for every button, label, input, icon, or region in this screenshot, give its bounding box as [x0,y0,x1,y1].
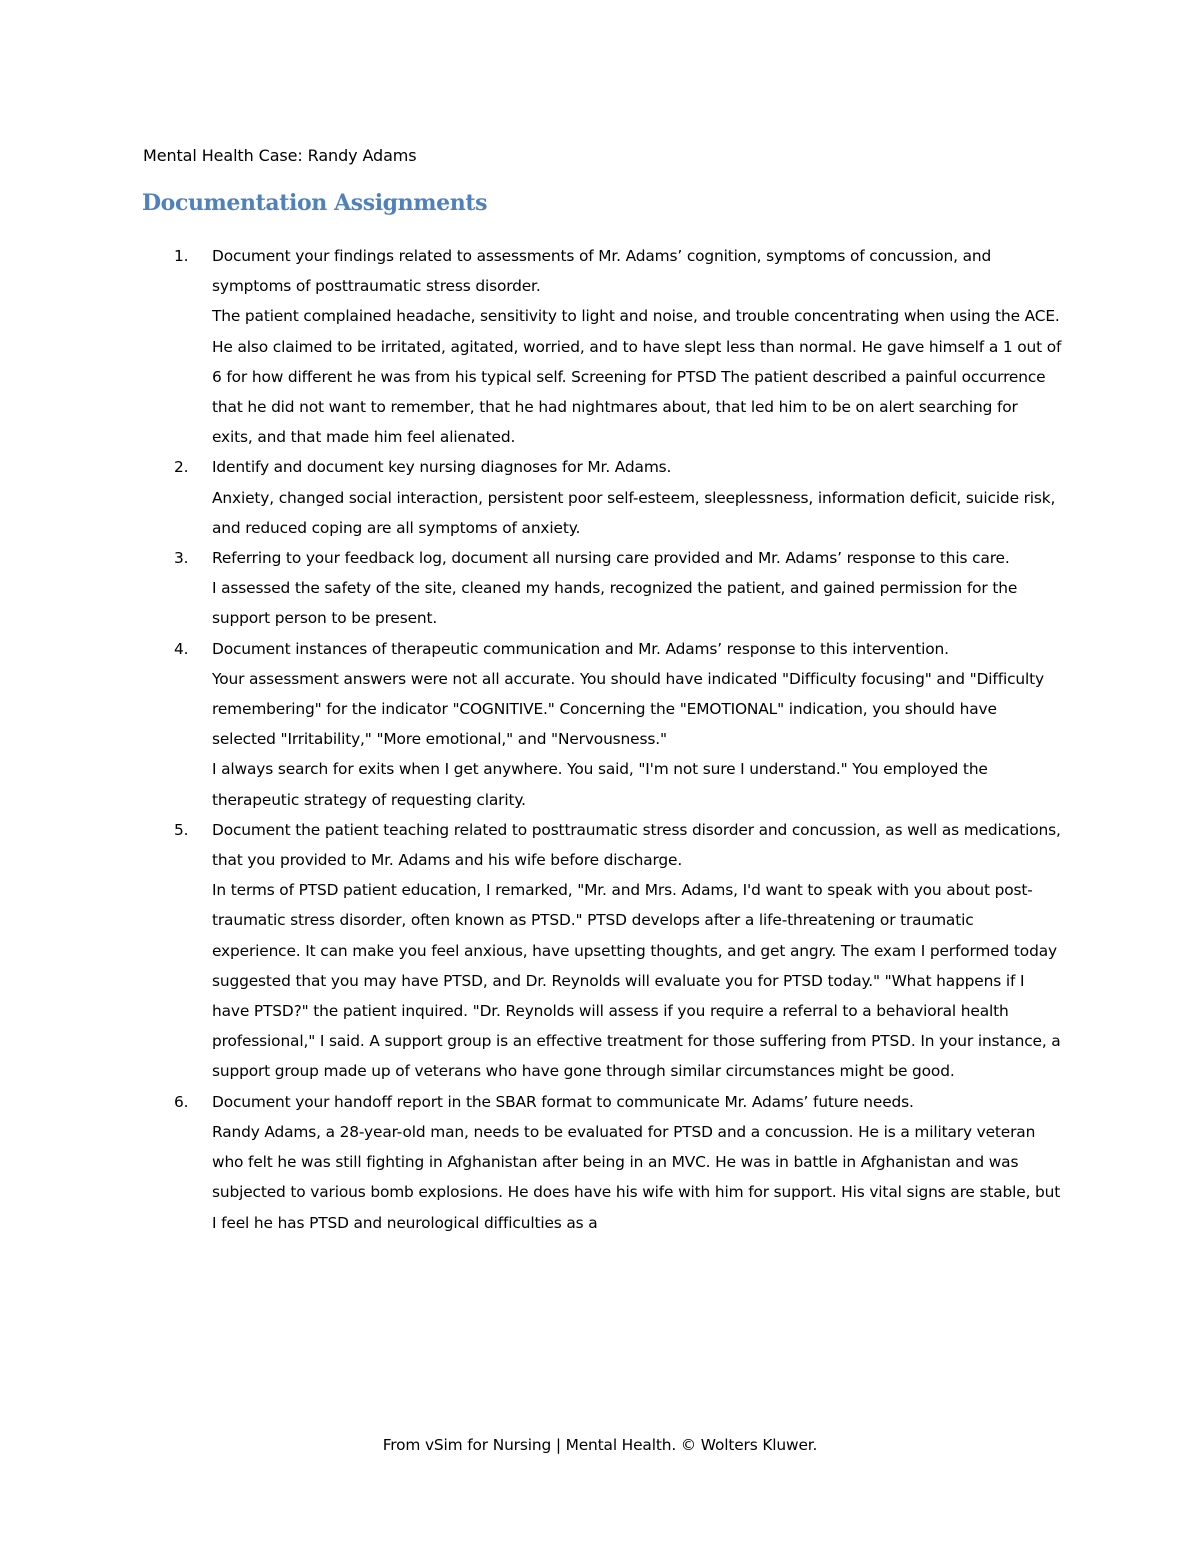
page-title: Documentation Assignments [142,190,488,216]
assignment-item-3 [142,543,1062,634]
assignment-number: 5. [174,820,189,839]
assignment-response: In terms of PTSD patient education, I remarked, "Mr. and Mrs. Adams, I'd want to speak with you about post-traumatic stress disorder, often known as PTSD." PTSD develops after a life-threatening or traumatic experience. It can make you feel anxious, have upsetting thoughts, and get angry. The exam I performed today suggested that you may have PTSD, and Dr. Reynolds will evaluate you for PTSD today." "What happens if I have PTSD?" the patient inquired. "Dr. Reynolds will assess if you require a referral to a behavioral health professional," I said. A support group is an effective treatment for those suffering from PTSD. In your instance, a support group made up of veterans who have gone through similar circumstances might be good. [212,881,1061,1081]
assignment-item-6 [142,1087,1062,1238]
assignment-task: Identify and document key nursing diagnoses for Mr. Adams. [212,458,672,477]
assignment-response-continued: I always search for exits when I get anywhere. You said, "I'm not sure I understand." You employed the therapeutic strategy of requesting clarity. [212,760,988,809]
assignment-item-4 [142,634,1062,815]
page-footer: From vSim for Nursing | Mental Health. © Wolters Kluwer. [382,1436,818,1454]
assignment-response: Randy Adams, a 28-year-old man, needs to be evaluated for PTSD and a concussion. He is a military veteran who felt he was still fighting in Afghanistan after being in an MVC. He was in battle in Afghanistan and was subjected to various bomb explosions. He does have his wife with him for support. His vital signs are stable, but I feel he has PTSD and neurological difficulties as a [212,1122,1061,1232]
assignment-item-1 [142,241,1062,452]
assignment-task: Document the patient teaching related to posttraumatic stress disorder and concussion, as well as medications, that you provided to Mr. Adams and his wife before discharge. [212,820,1061,870]
assignment-item-5 [142,815,1062,1087]
assignment-response: The patient complained headache, sensitivity to light and noise, and trouble concentrating when using the ACE. He also claimed to be irritated, agitated, worried, and to have slept less than normal. He gave himself a 1 out of 6 for how different he was from his typical self. Screening for PTSD The patient described a painful occurrence that he did not want to remember, that he had nightmares about, that led him to be on alert searching for exits, and that made him feel alienated. [212,307,1062,447]
assignment-response: I assessed the safety of the site, cleaned my hands, recognized the patient, and gained permission for the support person to be present. [212,579,1018,628]
assignment-number: 6. [174,1092,189,1111]
assignment-number: 1. [174,247,189,265]
assignment-response: Your assessment answers were not all accurate. You should have indicated "Difficulty focusing" and "Difficulty remembering" for the indicator "COGNITIVE." Concerning the "EMOTIONAL" indication, you should have selected "Irritability," "More emotional," and "Nervousness." [212,669,1044,749]
assignment-number: 2. [174,458,189,477]
assignment-number: 3. [174,549,189,568]
assignment-response: Anxiety, changed social interaction, persistent poor self-esteem, sleeplessness, information deficit, suicide risk, and reduced coping are all symptoms of anxiety. [212,488,1056,537]
assignment-item-2 [142,452,1062,543]
assignment-number: 4. [174,639,189,658]
assignment-task: Referring to your feedback log, document all nursing care provided and Mr. Adams’ response to this care. [212,549,1010,568]
assignment-task: Document your findings related to assessments of Mr. Adams’ cognition, symptoms of concussion, and symptoms of posttraumatic stress disorder. [212,247,992,296]
assignment-task: Document your handoff report in the SBAR format to communicate Mr. Adams’ future needs. [212,1092,914,1111]
case-header: Mental Health Case: Randy Adams [143,146,417,165]
assignment-task: Document instances of therapeutic communication and Mr. Adams’ response to this intervention. [212,639,949,658]
assignment-list [142,241,1062,1238]
